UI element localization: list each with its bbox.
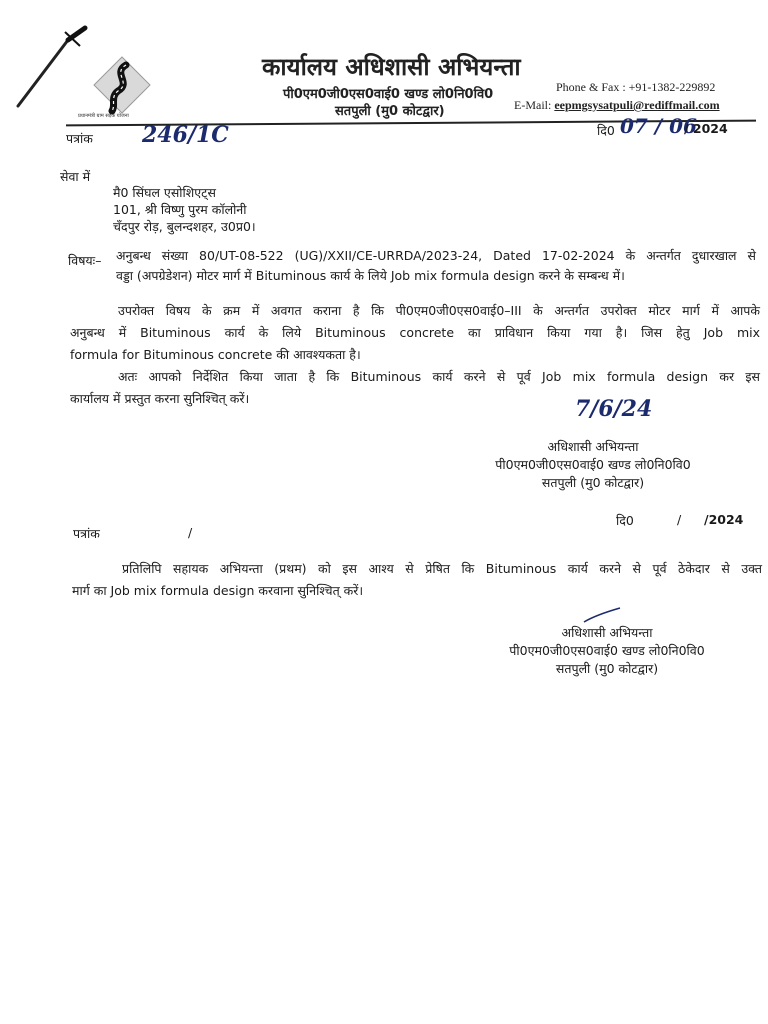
body-line: कार्यालय में प्रस्तुत करना सुनिश्चित् करें। xyxy=(70,391,250,406)
body-paragraph xyxy=(70,300,760,366)
phone-fax: Phone & Fax : +91-1382-229892 xyxy=(556,80,716,94)
to-label: सेवा में xyxy=(60,169,91,184)
addressee-line: मै0 सिंघल एसोशिएट्स xyxy=(113,185,216,200)
ref-number: 246/1C xyxy=(142,122,229,148)
copy-date-year: /2024 xyxy=(704,512,744,527)
signatory-location: सतपुली (मु0 कोटद्वार) xyxy=(541,475,645,490)
office-location: सतपुली (मु0 कोटद्वार) xyxy=(335,104,445,119)
subject-label: विषयः– xyxy=(68,253,102,268)
copy-date-slash: / xyxy=(677,512,682,527)
signatory-designation: अधिशासी अभियन्ता xyxy=(547,439,639,454)
email-line xyxy=(514,98,720,113)
signatory-block xyxy=(488,438,698,492)
email-label: E-Mail: xyxy=(514,98,555,112)
signature: 7/6/24 xyxy=(575,396,653,422)
date-year: / 2024 xyxy=(684,121,728,136)
addressee-line: चँदपुर रोड़, बुलन्दशहर, उ0प्र0। xyxy=(113,219,256,234)
logo-caption: प्रधानमंत्री ग्राम सड़क योजना xyxy=(78,113,129,119)
initial-mark-icon xyxy=(582,606,622,624)
office-title: कार्यालय अधिशासी अभियन्ता xyxy=(262,53,521,81)
copy-signatory-division: पी0एम0जी0एस0वाई0 खण्ड लो0नि0वि0 xyxy=(509,643,705,658)
date-handwritten: 07 / 06 xyxy=(620,114,697,138)
copy-signatory-designation: अधिशासी अभियन्ता xyxy=(561,625,653,640)
date-label: दि0 xyxy=(597,123,615,138)
email-link[interactable]: eepmgsysatpuli@rediffmail.com xyxy=(554,98,720,112)
body-paragraph xyxy=(70,366,760,410)
subject-line: अनुबन्ध संख्या 80/UT-08-522 (UG)/XXII/CE-URRDA/2023-24, Dated 17-02-2024 के अन्तर्गत दुधारखाल से xyxy=(116,248,756,263)
copy-ref-label: पत्रांक xyxy=(73,526,100,541)
ref-label: पत्रांक xyxy=(66,131,93,146)
body-line: अतः आपको निर्देशित किया जाता है कि Bituminous कार्य करने से पूर्व Job mix formula design कर इस xyxy=(118,369,760,384)
subject-line: वड्डा (अपग्रेडेशन) मोटर मार्ग में Bituminous कार्य के लिये Job mix formula design करने के सम्बन्ध में। xyxy=(116,268,625,283)
copy-signatory-block xyxy=(502,624,712,678)
pmgsy-road-logo-icon xyxy=(92,55,152,115)
office-division: पी0एम0जी0एस0वाई0 खण्ड लो0नि0वि0 xyxy=(283,87,494,102)
pen-icon xyxy=(10,18,90,113)
signatory-division: पी0एम0जी0एस0वाई0 खण्ड लो0नि0वि0 xyxy=(495,457,691,472)
copy-line: मार्ग का Job mix formula design करवाना सुनिश्चित् करें। xyxy=(72,583,364,598)
body-line: अनुबन्ध में Bituminous कार्य के लिये Bituminous concrete का प्राविधान किया गया है। जिस हेतु Job mix xyxy=(70,325,760,340)
copy-paragraph xyxy=(72,558,762,602)
copy-ref-slash: / xyxy=(188,525,193,540)
body-line: उपरोक्त विषय के क्रम में अवगत कराना है कि पी0एम0जी0एस0वाई0–III के अन्तर्गत उपरोक्त मोटर मार्ग में आपके xyxy=(118,303,760,318)
body-line: formula for Bituminous concrete की आवश्यकता है। xyxy=(70,347,361,362)
copy-signatory-location: सतपुली (मु0 कोटद्वार) xyxy=(555,661,659,676)
addressee-line: 101, श्री विष्णु पुरम कॉलोनी xyxy=(113,202,247,217)
copy-line: प्रतिलिपि सहायक अभियन्ता (प्रथम) को इस आश्य से प्रेषित कि Bituminous कार्य करने से पूर्व ठेकेदार से उक्त xyxy=(122,561,762,576)
copy-date-label: दि0 xyxy=(616,513,634,528)
